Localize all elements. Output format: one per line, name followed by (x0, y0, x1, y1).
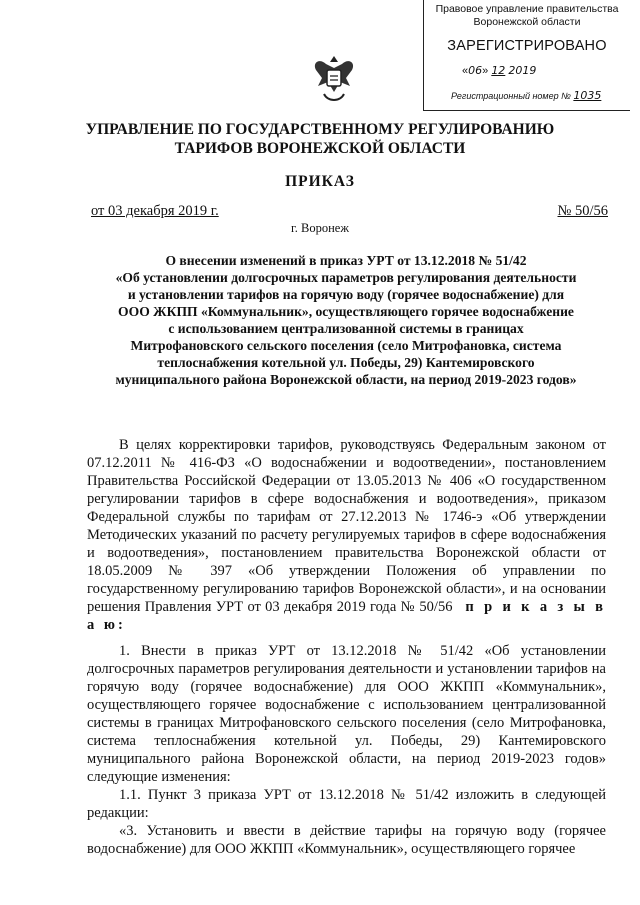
stamp-date-month: 12 (491, 64, 506, 77)
stamp-registered-label: ЗАРЕГИСТРИРОВАНО (447, 38, 607, 54)
order-number: № 50/56 (557, 203, 608, 219)
order-subject (86, 252, 606, 388)
stamp-reg-number-label: Регистрационный номер № (451, 91, 571, 101)
point-1: 1. Внести в приказ УРТ от 13.12.2018 № 51/42 «Об установлении долгосрочных параметров регулирования деятельности и установлении тарифов на горячую воду (горячее водоснабжение) для ООО ЖКПП «Коммунальник», осуществляющего горячее водоснабжение с использованием централизованной системы в границах Митрофановского сельского поселения (село Митрофановка, система теплоснабжения котельной ул. Победы, 29) Кантемировского муниципального района Воронежской области, на период 2019-2023 годов» следующие изменения: (87, 643, 606, 785)
order-body (87, 436, 606, 858)
stamp-reg-number (451, 89, 601, 102)
stamp-date: «06» 12 2019 (462, 64, 537, 77)
order-word: п р и к а з ы в а ю: (87, 599, 607, 633)
subject-line: теплоснабжения котельной ул. Победы, 29) Кантемировского (157, 355, 535, 370)
stamp-org-line2: Воронежской области (473, 16, 581, 28)
registration-stamp (423, 0, 630, 111)
stamp-date-day: 06 (468, 64, 483, 77)
coat-of-arms-icon (310, 52, 358, 106)
subject-line: О внесении изменений в приказ УРТ от 13.12.2018 № 51/42 (165, 253, 527, 268)
agency-heading (0, 120, 640, 158)
subject-line: «Об установлении долгосрочных параметров регулирования деятельности (115, 270, 577, 285)
subject-line: Митрофановского сельского поселения (село Митрофановка, система (130, 338, 562, 353)
agency-line1: УПРАВЛЕНИЕ ПО ГОСУДАРСТВЕННОМУ РЕГУЛИРОВАНИЮ (85, 121, 555, 138)
stamp-reg-number-value: 1035 (573, 89, 602, 102)
subject-line: и установлении тарифов на горячую воду (горячее водоснабжение) для (127, 287, 565, 302)
subject-line: ООО ЖКПП «Коммунальник», осуществляющего горячее водоснабжение (118, 304, 574, 319)
order-city: г. Воронеж (291, 221, 349, 235)
preamble-text: В целях корректировки тарифов, руководствуясь Федеральным законом от 07.12.2011 № 416-ФЗ «О водоснабжении и водоотведении», постановлением Правительства Российской Федерации от 13.05.2013 № 406 «О государственном регулировании тарифов в сфере водоснабжения и водоотведения», приказом Федеральной службы по тарифам от 27.12.2013 № 1746-э «Об утверждении Методических указаний по расчету регулируемых тарифов в сфере водоснабжения и водоотведения», постановлением правительства Воронежской области от 18.05.2009 № 397 «Об утверждении Положения об управлении по государственному регулированию тарифов Воронежской области», и на основании решения Правления УРТ от 03 декабря 2019 года № 50/56 (87, 437, 606, 615)
preamble-paragraph (87, 436, 606, 634)
order-date: от 03 декабря 2019 г. (91, 203, 219, 219)
stamp-organization (424, 3, 630, 29)
document-type: ПРИКАЗ (285, 173, 355, 190)
subject-line: муниципального района Воронежской области, на период 2019-2023 годов» (115, 372, 577, 387)
stamp-date-year: 2019 (508, 64, 537, 77)
agency-line2: ТАРИФОВ ВОРОНЕЖСКОЙ ОБЛАСТИ (174, 140, 466, 157)
point-1-1: 1.1. Пункт 3 приказа УРТ от 13.12.2018 № 51/42 изложить в следующей редакции: (87, 787, 606, 821)
point-3-text: «3. Установить и ввести в действие тарифы на горячую воду (горячее водоснабжение) для ООО ЖКПП «Коммунальник», осуществляющего горячее (87, 823, 606, 857)
subject-line: с использованием централизованной системы в границах (168, 321, 524, 336)
stamp-org-line1: Правовое управление правительства (435, 3, 619, 15)
